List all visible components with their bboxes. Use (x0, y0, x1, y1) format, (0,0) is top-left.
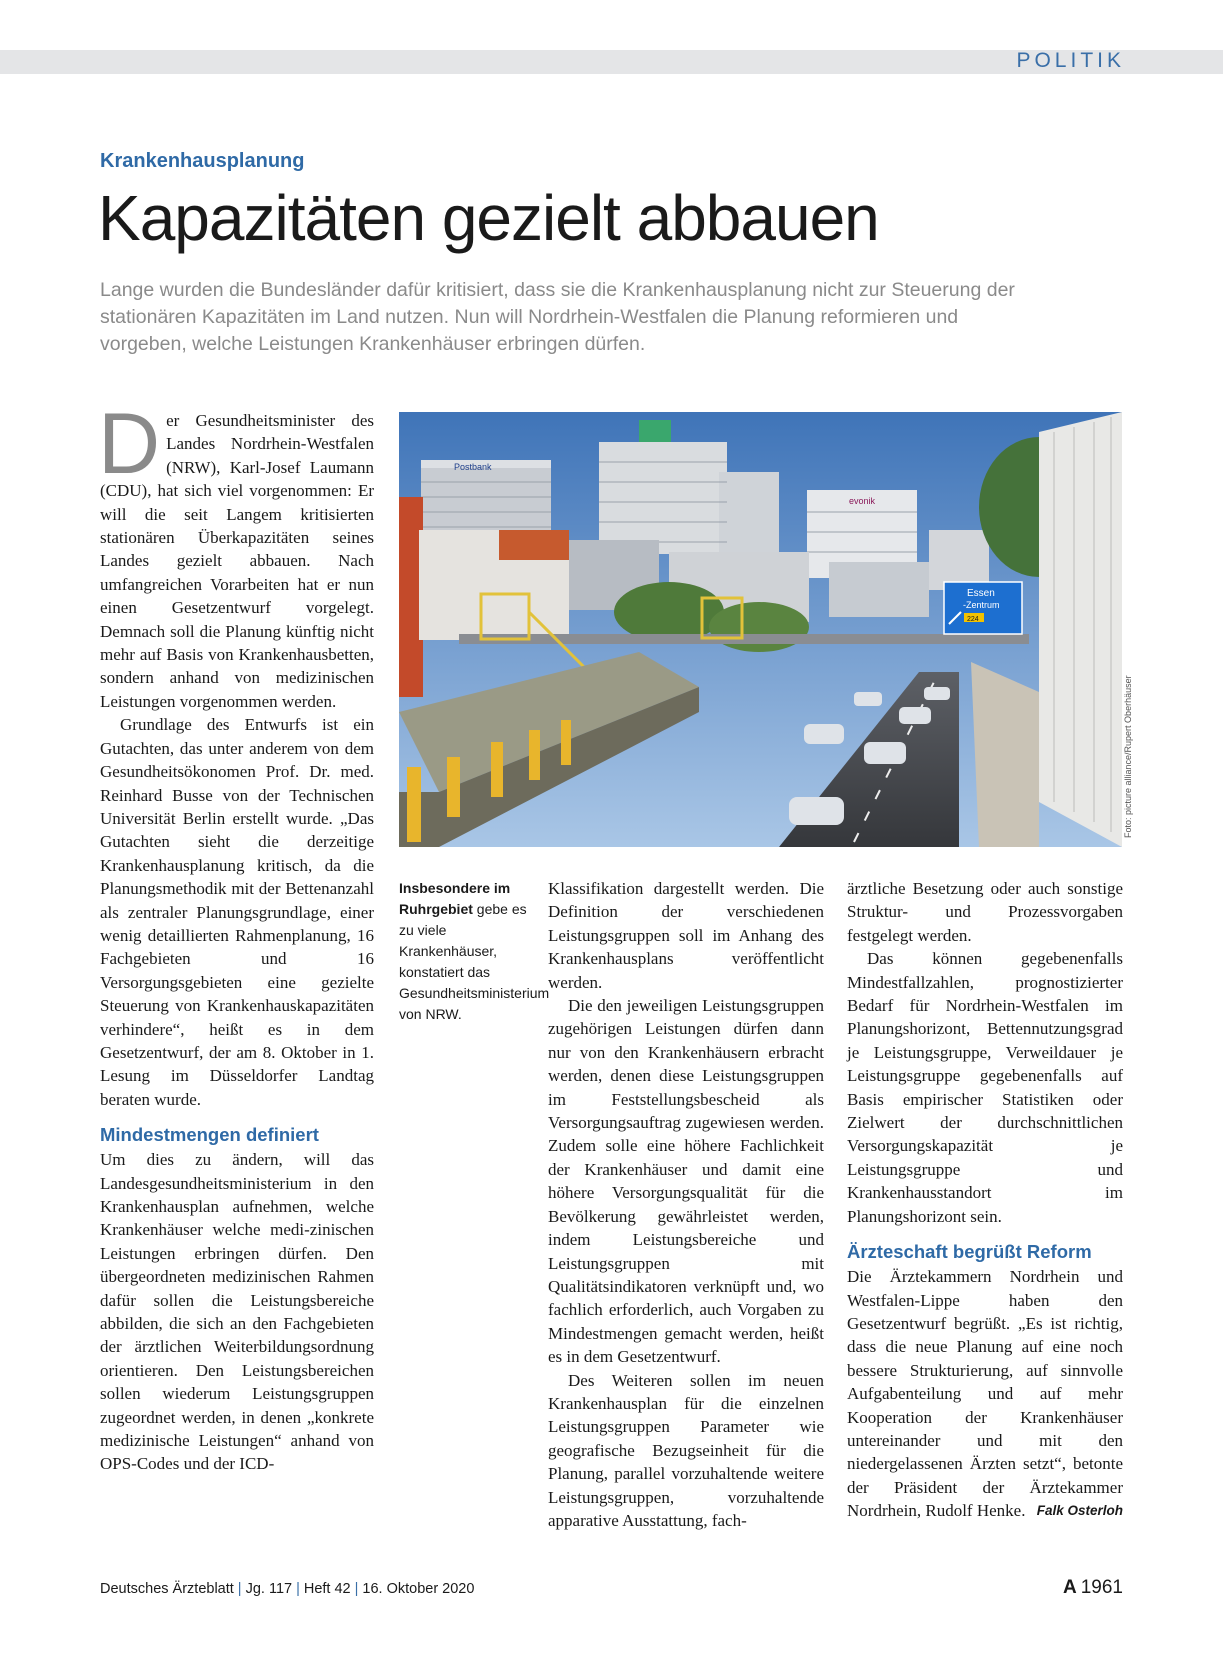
svg-text:-Zentrum: -Zentrum (963, 600, 1000, 610)
section-label: POLITIK (1016, 49, 1125, 72)
footer-separator: | (237, 1581, 242, 1597)
paragraph-5-continued: ärztliche Besetzung oder auch sonstige Struktur- und Prozessvorgaben festgelegt werden. (847, 879, 1123, 945)
article-photo (399, 412, 1122, 847)
paragraph-4: Die den jeweiligen Leistungsgruppen zugehörigen Leistungen dürfen dann nur von den Krankenhäusern erbracht werden, denen diese Leistungsgruppen im Feststellungsbescheid als Versorgungsauftrag zugewiesen werden. Zudem solle eine höhere Fachlichkeit der Krankenhäuser und damit eine höhere Versorgungsqualität für die Bevölkerung gewährleistet werden, indem Leistungsbereiche und Leistungsgruppen mit Qualitätsindikatoren verknüpft und, wo fachlich erforderlich, auch Vorgaben zu Mindestmengen gemacht werden, heißt es in dem Gesetzentwurf. (548, 996, 824, 1367)
paragraph-6: Das können gegebenenfalls Mindestfallzahlen, prognostizierter Bedarf für Nordrhein-Westfalen im Planungshorizont, Bettennutzungsgrad je Leistungsgruppe, Verweildauer je Leistungsgruppe gegebenenfalls auf Basis empirischer Statistiken oder Zielwert der durchschnittlichen Versorgungskapazität je Leistungsgruppe und Krankenhausstandort im Planungshorizont sein. (847, 949, 1123, 1226)
article-column-3 (548, 877, 824, 1532)
footer-citation (100, 1581, 474, 1597)
page-number: A 1961 (1062, 1577, 1123, 1598)
svg-text:Essen: Essen (967, 588, 995, 599)
article-kicker: Krankenhausplanung (100, 150, 305, 172)
paragraph-1: Der Gesundheitsminister des Landes Nordrhein-Westfalen (NRW), Karl-Josef Laumann (CDU), hat sich viel vorgenommen: Er will die seit Langem kritisierten stationären Überkapazitäten seines Landes gezielt abbauen. Nach umfangreichen Vorarbeiten hat er nun einen Gesetzentwurf vorgelegt. Demnach soll die Planung künftig nicht mehr auf Basis von Krankenhausbetten, sondern anhand von medizinischen Leistungen vorgenommen werden. (98, 396, 374, 711)
subheading-aerzteschaft: Ärzteschaft begrüßt Reform (847, 1241, 1092, 1263)
footer-separator: | (296, 1581, 300, 1597)
paragraph-3: Um dies zu ändern, will das Landesgesundheitsministerium in den Krankenhausplan aufnehmen, welche Krankenhäuser welche medi-zinischen Leistungen erbringen dürfen. Den übergeordneten medizinischen Rahmen dafür sollen die Leistungsbereiche abbilden, die sich an den Fachgebieten der ärztlichen Weiterbildungsordnung orientieren. Den Leistungsbereichen sollen wiederum Leistungsgruppen zugeordnet werden, in denen „konkrete medizinische Leistungen“ anhand von OPS-Codes und der ICD- (100, 1150, 374, 1474)
article-column-1 (98, 396, 374, 1476)
evonik-sign: evonik (849, 496, 876, 506)
photo-caption: Insbesondere im Ruhrgebiet gebe es zu viele Krankenhäuser, konstatiert das Gesundheitsministerium von NRW. (399, 880, 550, 1022)
footer-separator: | (354, 1581, 359, 1597)
postbank-sign: Postbank (454, 462, 492, 472)
paragraph-2: Grundlage des Entwurfs ist ein Gutachten, das unter anderem von dem Gesundheitsökonomen Prof. Dr. med. Reinhard Busse von der Technischen Universität Berlin erstellt wurde. „Das Gutachten sieht die derzeitige Krankenhausplanung kritisch, da die Planungsmethodik mit der Bettenanzahl als zentraler Planungsgrundlage, einer wenig detaillierten Rahmenplanung, 16 Fachgebieten und 16 Versorgungsgebieten eine gezielte Steuerung von Krankenhauskapazitäten verhindere“, heißt es in dem Gesetzentwurf, der am 8. Oktober in 1. Lesung im Düsseldorfer Landtag beraten wurde. (100, 715, 374, 1109)
article-title: Kapazitäten gezielt abbauen (98, 182, 879, 254)
svg-text:224: 224 (967, 616, 979, 623)
article-column-4 (847, 877, 1123, 1523)
paragraph-7: Die Ärztekammern Nordrhein und Westfalen-Lippe haben den Gesetzentwurf begrüßt. „Es ist richtig, dass die neue Planung auf eine noch bessere Strukturierung, auf sinnvolle Aufgabenteilung und auf mehr Kooperation der Krankenhäuser untereinander und mit den niedergelassenen Ärzten setzt“, betonte der Präsident der Ärztekammer Nordrhein, Rudolf Henke. Falk Osterloh (847, 1265, 1123, 1522)
volume: Jg. 117 (245, 1581, 293, 1597)
paragraph-5: Des Weiteren sollen im neuen Krankenhausplan für die einzelnen Leistungsgruppen Parameter wie geografische Bezugseinheit für die Planung, parallel vorzuhaltende weitere Leistungsgruppen, vorzuhaltende apparative Ausstattung, fach- (548, 1370, 824, 1530)
photo-credit: Foto: picture alliance/Rupert Oberhäuser (1123, 675, 1133, 838)
paragraph-3-continued: Klassifikation dargestellt werden. Die Definition der verschiedenen Leistungsgruppen soll im Anhang des Krankenhausplans veröffentlicht werden. (548, 879, 824, 992)
journal-name: Deutsches Ärzteblatt (100, 1581, 234, 1597)
article-lead: Lange wurden die Bundesländer dafür kritisiert, dass sie die Krankenhausplanung nicht zur Steuerung der stationären Kapazitäten im Land nutzen. Nun will Nordrhein-Westfalen die Planung reformieren und vorgeben, welche Leistungen Krankenhäuser erbringen dürfen. (100, 279, 1015, 355)
author-byline: Falk Osterloh (1036, 1503, 1123, 1519)
subheading-mindestmengen: Mindestmengen definiert (100, 1124, 319, 1146)
issue-date: 16. Oktober 2020 (362, 1581, 475, 1597)
issue: Heft 42 (303, 1581, 351, 1597)
drop-cap: D (98, 396, 161, 492)
